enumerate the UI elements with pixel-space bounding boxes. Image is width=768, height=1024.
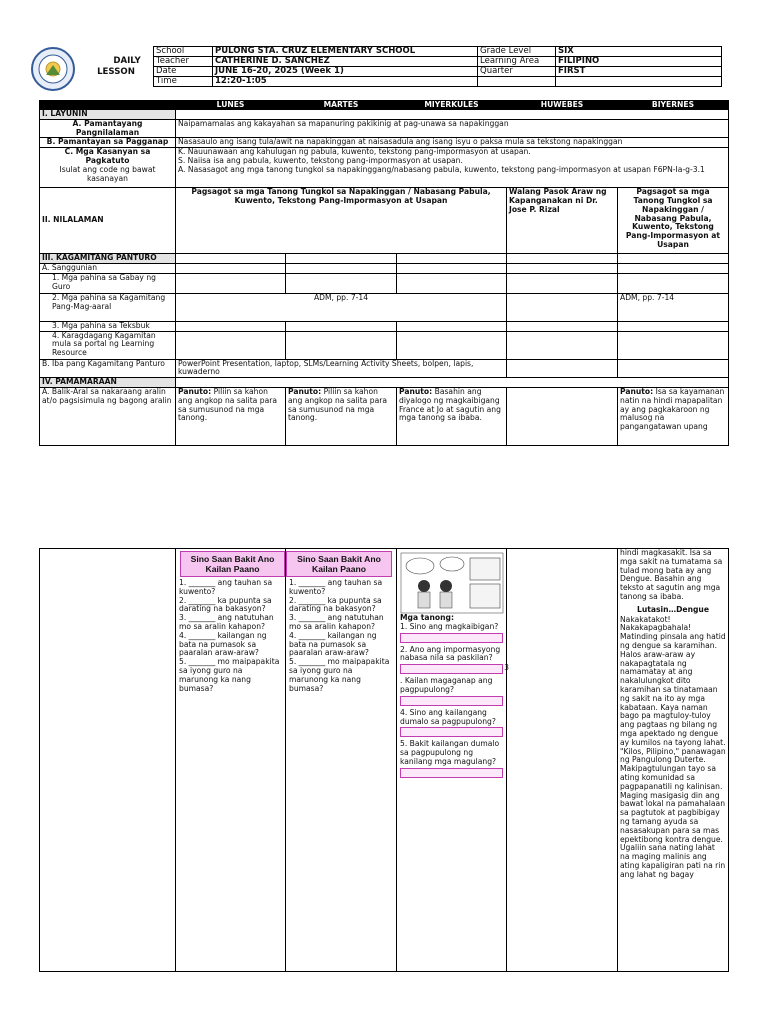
miy-question-2: 2. Ano ang impormasyong nabasa nila sa paskilan? (400, 644, 501, 663)
dll-title-line1: DAILY (113, 56, 141, 66)
fri-intro: hindi magkasakit. Isa sa mga sakit na tumatama sa tulad mong bata ay ang Dengue. Basahin ang teksto at sagutin ang mga tanong sa ibaba. (620, 548, 723, 601)
row-balik-aral (40, 387, 729, 445)
deped-seal-icon (31, 47, 75, 91)
panuto-label: Panuto: (178, 386, 212, 396)
answer-box[interactable] (400, 664, 503, 674)
question-item: 2. _______ ka pupunta sa darating na bakasyon? (289, 595, 382, 614)
fri-text-body: Nakakatakot! Nakakapagbahala! Matinding pinsala ang hatid ng dengue sa karamihan. Halos araw-araw ay nakapagtatala ng namamatay at ang nakalulungkot dito karamihan sa tinatamaan ng sakit na ito ay mga kabataan. Kaya naman bago pa magtuloy-tuloy ang pagtaas ng bilang ng mga apektado ng dengue ay kumilos na tayong lahat. "Kilos, Pilipino," panawagan ng Pangulong Duterte. Makipagtulungan tayo sa ating komunidad sa pagpapanatili ng kalinisan. Maging masigasig din ang bawat lokal na pamahalaan sa pagtutok at pagbibigay ng tamang ayuda sa nasasakupan para sa mas epektibong kontra dengue. Ugaliin sana nating lahat na maging malinis ang ating kapaligiran pati na rin ang lahat ng bagay (620, 614, 726, 879)
dialogue-comic-icon (400, 552, 504, 614)
panuto-text: Isa sa kayamanan natin na hindi mapapalitan ay ang pagkakaroon ng malusog na pangangatawan upang (620, 386, 725, 432)
row-label: 3. Mga pahina sa Teksbuk (40, 321, 176, 331)
lesson-plan-continuation (39, 548, 729, 972)
section-title: III. KAGAMITANG PANTURO (40, 254, 176, 264)
empty-cell (286, 321, 397, 331)
empty-cell (176, 273, 286, 293)
question-item: 2. _______ ka pupunta sa darating na bakasyon? (179, 595, 272, 614)
miy-question-1: 1. Sino ang magkaibigan? (400, 621, 499, 631)
dll-title (80, 56, 152, 78)
miy-question-5: 5. Bakit kailangan dumalo sa pagpupulong ng kanilang mga magulang? (400, 739, 500, 766)
panuto-text: Piliin sa kahon ang angkop na salita para sa sumusunod na mga tanong. (288, 386, 387, 423)
header-value: CATHERINE D. SANCHEZ (213, 57, 478, 67)
miy-question-4: 4. Sino ang kailangang dumalo sa pagpupulong? (400, 707, 496, 726)
balik-aral-miyerkules (397, 387, 507, 445)
empty-cell (286, 263, 397, 273)
competency-s: S. Naiisa isa ang pabula, kuwento, tekstong pang-impormasyon at usapan. (178, 155, 463, 165)
row-label: II. NILALAMAN (40, 188, 176, 254)
row-karagdagang-kagamitan (40, 331, 729, 359)
header-row-date (154, 67, 722, 77)
empty-cell (618, 273, 729, 293)
panuto-label: Panuto: (288, 386, 322, 396)
empty-cell (618, 263, 729, 273)
fri-text-title: Lutasin…Dengue (637, 604, 709, 614)
adm-pages-biyernes: ADM, pp. 7-14 (618, 293, 729, 321)
lesson-plan-table (39, 100, 729, 446)
empty-cell (507, 273, 618, 293)
panuto-text: Piliin sa kahon ang angkop na salita para sa sumusunod na mga tanong. (178, 386, 277, 423)
question-item: 5. _______ mo maipapakita sa iyong guro na marunong ka nang bumasa? (179, 657, 280, 693)
balik-aral-martes (286, 387, 397, 445)
dll-title-line2: LESSON (97, 67, 135, 77)
row-text: Naipamamalas ang kakayahan sa mapanuring pakikinig at pag-unawa sa napakinggan (176, 119, 729, 138)
dialogue-illustration (400, 552, 503, 614)
word-choice-box: Sino Saan Bakit Ano Kailan Paano (180, 551, 285, 577)
row-label: A. Sanggunian (40, 263, 176, 273)
empty-cell (507, 263, 618, 273)
miy-question-3: . Kailan magaganap ang pagpupulong? (400, 676, 493, 694)
empty-cell (397, 331, 507, 359)
huwebes-empty (507, 549, 618, 972)
header-label: Quarter (478, 67, 556, 77)
header-label: School (154, 47, 213, 57)
empty-cell (286, 331, 397, 359)
row-label-cell (40, 148, 176, 188)
row-label: A. Balik-Aral sa nakaraang aralin at/o pagsisimula ng bagong aralin (40, 387, 176, 445)
row-pamantayang-pangnilalaman (40, 119, 729, 138)
row-iba-pang-kagamitan (40, 359, 729, 378)
empty-cell (507, 331, 618, 359)
empty-cell (286, 273, 397, 293)
days-header-row (40, 101, 729, 110)
question-item: 3. _______ ang natutuhan mo sa aralin kahapon? (289, 613, 384, 631)
day-huwebes: HUWEBES (507, 101, 618, 110)
row-teksbuk (40, 321, 729, 331)
row-text-cell (176, 148, 729, 188)
nilalaman-huwebes: Walang Pasok Araw ng Kapanganakan ni Dr. Jose P. Rizal (507, 188, 618, 254)
header-value: FILIPINO (556, 57, 722, 67)
question-item: 1. _______ ang tauhan sa kuwento? (289, 578, 383, 596)
empty-cell (618, 331, 729, 359)
question-item: 3. _______ ang natutuhan mo sa aralin kahapon? (179, 613, 274, 631)
lunes-questions (176, 579, 285, 693)
miyerkules-activity (397, 549, 507, 972)
section-layunin (40, 110, 729, 120)
row-gabay-guro (40, 273, 729, 293)
empty-cell (618, 254, 729, 264)
answer-row (400, 663, 509, 674)
empty-cell (397, 254, 507, 264)
header-value: PULONG STA. CRUZ ELEMENTARY SCHOOL (213, 47, 478, 57)
section-kagamitan (40, 254, 729, 264)
answer-box[interactable] (400, 696, 503, 706)
row-label: 2. Mga pahina sa Kagamitang Pang-Mag-aaral (40, 293, 176, 321)
nilalaman-main: Pagsagot sa mga Tanong Tungkol sa Napakinggan / Nabasang Pabula, Kuwento, Tekstong Pang-Impormasyon at Usapan (176, 188, 507, 254)
row-label: A. Pamantayang Pangnilalaman (40, 119, 176, 138)
empty-cell (397, 321, 507, 331)
mga-tanong-label: Mga tanong: (400, 613, 455, 622)
empty-cell (176, 254, 286, 264)
empty-cell (507, 359, 618, 378)
stray-number: 3 (504, 663, 509, 673)
row-sanggunian (40, 263, 729, 273)
row-kagamitang-mag-aaral (40, 293, 729, 321)
iba-kagamitan-text: PowerPoint Presentation, laptop, SLMs/Learning Activity Sheets, bolpen, lapis, kuwaderno (176, 359, 507, 378)
empty-cell (507, 321, 618, 331)
header-row-school (154, 47, 722, 57)
header-label: Time (154, 77, 213, 87)
answer-box[interactable] (400, 633, 503, 643)
word-choice-box: Sino Saan Bakit Ano Kailan Paano (286, 551, 392, 577)
lunes-activity (176, 549, 286, 972)
header-label (478, 77, 556, 87)
section-fill (176, 110, 729, 120)
header-info-table (153, 46, 722, 87)
question-item: 4. _______ kailangan ng bata na pumasok sa paaralan araw-araw? (289, 630, 377, 658)
row-sublabel: Isulat ang code ng bawat kasanayan (59, 164, 156, 183)
row-kasanayan (40, 148, 729, 188)
empty-cell (507, 254, 618, 264)
row-nilalaman (40, 188, 729, 254)
empty-cell (618, 359, 729, 378)
empty-cell (176, 331, 286, 359)
martes-questions (286, 579, 396, 693)
balik-aral-biyernes (618, 387, 729, 445)
empty-cell (618, 321, 729, 331)
empty-cell (397, 273, 507, 293)
header-label: Date (154, 67, 213, 77)
header-label: Grade Level (478, 47, 556, 57)
answer-box[interactable] (400, 727, 503, 737)
header-value: JUNE 16-20, 2025 (Week 1) (213, 67, 478, 77)
section-title: IV. PAMAMARAAN (40, 378, 176, 388)
balik-aral-huwebes (507, 387, 618, 445)
row-label: B. Pamantayan sa Pagganap (40, 138, 176, 148)
header-value: FIRST (556, 67, 722, 77)
answer-box[interactable] (400, 768, 503, 778)
empty-cell (397, 263, 507, 273)
day-lunes: LUNES (176, 101, 286, 110)
panuto-label: Panuto: (620, 386, 654, 396)
header-value (556, 77, 722, 87)
day-miyerkules: MIYERKULES (397, 101, 507, 110)
header-label: Learning Area (478, 57, 556, 67)
martes-activity (286, 549, 397, 972)
empty-cell (176, 263, 286, 273)
question-item: 5. _______ mo maipapakita sa iyong guro na marunong ka nang bumasa? (289, 657, 390, 693)
empty-label-cell (40, 549, 176, 972)
row-label: C. Mga Kasanyan sa Pagkatuto (64, 147, 151, 165)
balik-aral-lunes (176, 387, 286, 445)
competency-a: A. Nasasagot ang mga tanong tungkol sa napakinggang/nabasang pabula, kuwento, tekstong pang-impormasyon at usapan F6PN-Ia-g-3.1 (178, 164, 705, 174)
day-biyernes: BIYERNES (618, 101, 729, 110)
competency-k: K. Nauunawaan ang kahulugan ng pabula, kuwento, tekstong pang-impormasyon at usapan. (178, 147, 531, 157)
row-label: 4. Karagdagang Kagamitan mula sa portal ng Learning Resource (40, 331, 176, 359)
nilalaman-biyernes: Pagsagot sa mga Tanong Tungkol sa Napakinggan / Nabasang Pabula, Kuwento, Tekstong Pang-Impormasyon at Usapan (618, 188, 729, 254)
continuation-row (40, 549, 729, 972)
header-label: Teacher (154, 57, 213, 67)
row-text: Nasasaulo ang isang tula/awit na napakinggan at naisasadula ang isang isyu o paksa mula sa tekstong napakinggan (176, 138, 729, 148)
day-martes: MARTES (286, 101, 397, 110)
section-title: I. LAYUNIN (40, 110, 176, 120)
row-label: B. Iba pang Kagamitang Panturo (40, 359, 176, 378)
panuto-label: Panuto: (399, 386, 433, 396)
question-item: 1. _______ ang tauhan sa kuwento? (179, 578, 273, 596)
empty-cell (286, 254, 397, 264)
header-value: SIX (556, 47, 722, 57)
header-row-teacher (154, 57, 722, 67)
biyernes-activity (618, 549, 729, 972)
row-label: 1. Mga pahina sa Gabay ng Guro (40, 273, 176, 293)
question-item: 4. _______ kailangan ng bata na pumasok sa paaralan araw-araw? (179, 630, 267, 658)
adm-pages-main: ADM, pp. 7-14 (176, 293, 507, 321)
empty-cell (176, 321, 286, 331)
empty-cell (507, 293, 618, 321)
header-value: 12:20-1:05 (213, 77, 478, 87)
panuto-text: Basahin ang diyalogo ng magkaibigang France at Jo at sagutin ang mga tanong sa ibaba. (399, 386, 501, 423)
header-row-time (154, 77, 722, 87)
